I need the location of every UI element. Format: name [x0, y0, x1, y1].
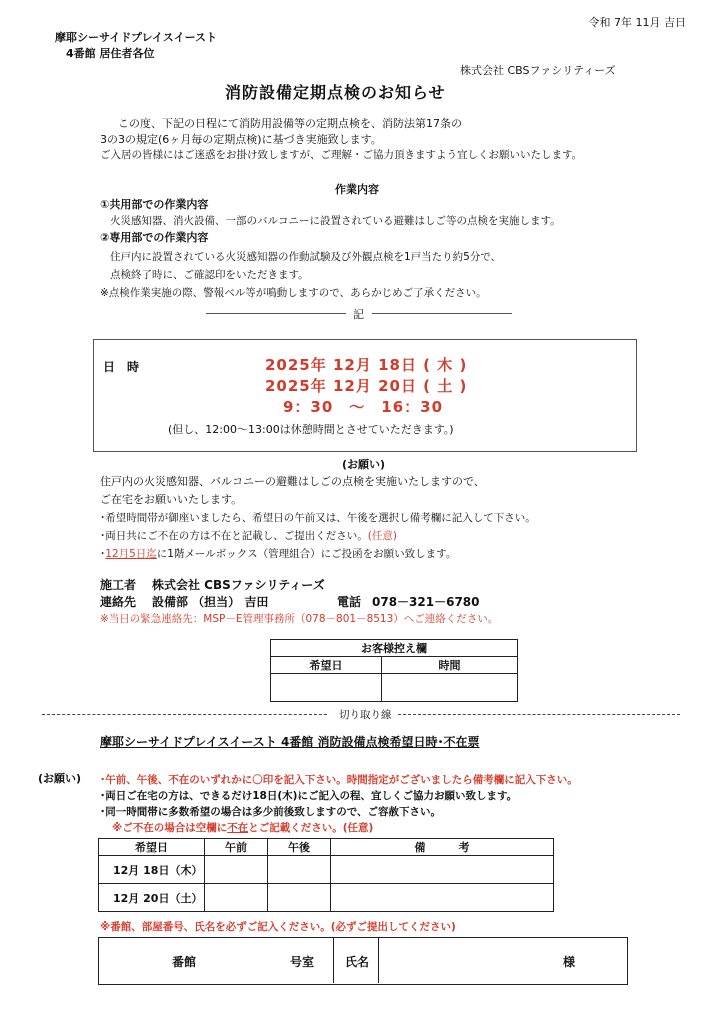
- recipients: 4番館 居住者各位: [66, 47, 155, 60]
- customer-copy-col-date: 希望日: [271, 657, 382, 674]
- emergency-contact: ※当日の緊急連絡先：MSP－E管理事務所（078－801－8513）へご連絡ください。: [100, 613, 499, 625]
- header-remarks: 備 考: [331, 839, 554, 856]
- optional-mark: (任意): [367, 530, 397, 542]
- form-request-label: (お願い): [38, 772, 82, 785]
- request-heading: (お願い): [342, 458, 386, 471]
- header-am: 午前: [205, 839, 268, 856]
- issue-date: 令和 7年 11月 吉日: [588, 16, 686, 29]
- am-cell-18[interactable]: [205, 856, 268, 884]
- company-name: 株式会社 CBSファシリティーズ: [460, 64, 616, 77]
- customer-copy-col-time: 時間: [382, 657, 518, 674]
- absence-instruction-end: とご記載ください。(任意): [248, 822, 374, 834]
- absence-note: ･両日共にご不在の方は不在と記載し、ご提出ください。: [100, 530, 368, 542]
- customer-copy-table: [270, 639, 518, 702]
- page-title: 消防設備定期点検のお知らせ: [225, 83, 446, 102]
- common-area-text: 火災感知器、消火設備、一部のバルコニーに設置されている避難はしご等の点検を実施します。: [110, 215, 561, 227]
- common-area-heading: ①共用部での作業内容: [100, 198, 209, 211]
- building-label: 番館: [172, 955, 197, 969]
- row-date-18: 12月 18日（木）: [99, 856, 205, 884]
- building-name: 摩耶シーサイドプレイスイースト: [55, 31, 218, 44]
- pm-cell-18[interactable]: [268, 856, 331, 884]
- am-cell-20[interactable]: [205, 884, 268, 912]
- form-note: [112, 820, 373, 835]
- resident-name-field[interactable]: [380, 937, 560, 983]
- bullet: ･: [100, 548, 106, 560]
- request-line: ご在宅をお願いいたします。: [100, 493, 243, 506]
- intro-line: ご入居の皆様にはご迷惑をお掛け致しますが、ご理解・ご協力頂きますよう宜しくお願いいたします。: [100, 149, 583, 161]
- header-date: 希望日: [99, 839, 205, 856]
- alarm-note: ※点検作業実施の際、警報ベル等が鳴動しますので、あらかじめご了承ください。: [100, 287, 487, 299]
- contractor-name: 株式会社 CBSファシリティーズ: [152, 578, 325, 592]
- private-area-heading: ②専用部での作業内容: [100, 231, 209, 244]
- request-line: [100, 528, 397, 543]
- cell-divider: [378, 937, 379, 983]
- break-note: (但し、12:00～13:00は休憩時間とさせていただきます。): [168, 423, 454, 436]
- contractor-label: 施工者: [100, 578, 137, 592]
- form-note: ･両日ご在宅の方は、できるだけ18日(木)にご記入の程、宜しくご協力お願い致します。: [100, 790, 518, 802]
- request-line: [100, 546, 456, 561]
- customer-copy-date-cell[interactable]: [271, 674, 382, 702]
- contact-department: 設備部 （担当） 吉田: [152, 595, 269, 609]
- absence-instruction: ※ご不在の場合は空欄に: [112, 822, 228, 834]
- remarks-cell-20[interactable]: [331, 884, 554, 912]
- cut-line: [42, 714, 327, 715]
- honorific-sama: 様: [563, 955, 576, 969]
- contact-label: 連絡先: [100, 595, 137, 609]
- schedule-request-table: [98, 838, 554, 912]
- deadline-date: 12月5日迄: [105, 548, 157, 560]
- divider: [206, 313, 346, 314]
- intro-line: この度、下記の日程にて消防用設備等の定期点検を、消防法第17条の: [118, 117, 462, 130]
- row-date-20: 12月 20日（土）: [99, 884, 205, 912]
- request-line: ･希望時間帯が御座いましたら、希望日の午前又は、午後を選択し備考欄に記入して下さい。: [100, 512, 536, 524]
- name-label: 氏名: [345, 955, 370, 969]
- phone-label: 電話: [337, 595, 362, 609]
- work-heading: 作業内容: [335, 183, 379, 196]
- divider: [372, 313, 512, 314]
- phone-number: 078－321－6780: [372, 595, 480, 609]
- room-label: 号室: [290, 955, 315, 969]
- private-area-text: 住戸内に設置されている火災感知器の作動試験及び外観点検を1戸当たり約5分で、: [110, 251, 502, 263]
- remarks-cell-18[interactable]: [331, 856, 554, 884]
- customer-copy-title: お客様控え欄: [271, 640, 518, 657]
- schedule-label: 日 時: [103, 360, 140, 374]
- cut-line: [398, 714, 680, 715]
- pm-cell-20[interactable]: [268, 884, 331, 912]
- absence-word: 不在: [227, 822, 249, 834]
- header-pm: 午後: [268, 839, 331, 856]
- ki-mark: 記: [353, 308, 364, 321]
- cell-divider: [333, 937, 334, 983]
- request-line: 住戸内の火災感知器、バルコニーの避難はしごの点検を実施いたしますので、: [100, 475, 485, 488]
- form-title: 摩耶シーサイドプレイスイースト 4番館 消防設備点検希望日時･不在票: [100, 735, 480, 749]
- schedule-time: 9：30 ～ 16：30: [283, 398, 444, 416]
- submission-note: に1階メールボックス（管理組合）にご投函をお願い致します。: [156, 548, 457, 560]
- schedule-date-2: 2025年 12月 20日 ( 土 ): [265, 377, 468, 395]
- room-number-field[interactable]: [205, 937, 290, 983]
- form-note: ･同一時間帯に多数希望の場合は多少前後致しますので、ご容赦下さい。: [100, 806, 442, 818]
- form-note: ･午前、午後、不在のいずれかに〇印を記入下さい。時間指定がございましたら備考欄に記入下さい。: [100, 774, 578, 786]
- required-note: ※番館、部屋番号、氏名を必ずご記入ください。(必ずご提出してください): [100, 921, 456, 933]
- intro-line: 3の3の規定(6ヶ月毎の定期点検)に基づき実施致します。: [100, 133, 382, 146]
- private-area-text: 点検終了時に、ご確認印をいただきます。: [110, 269, 309, 281]
- customer-copy-time-cell[interactable]: [382, 674, 518, 702]
- cut-line-label: 切り取り線: [339, 709, 392, 721]
- schedule-date-1: 2025年 12月 18日 ( 木 ): [265, 356, 468, 374]
